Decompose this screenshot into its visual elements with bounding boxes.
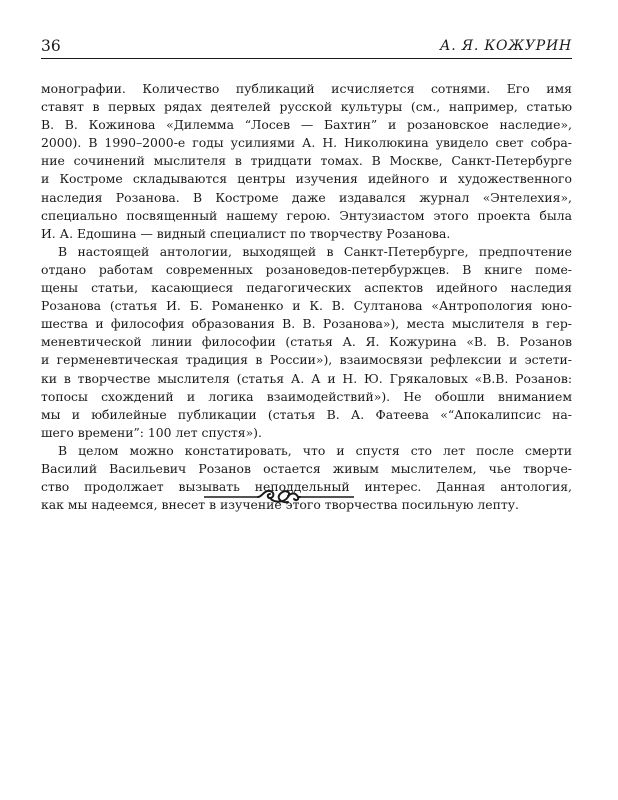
page-header — [41, 36, 572, 58]
text-line: 2000). В 1990–2000-е годы усилиями А. Н. Николюкина увидело свет собра- — [41, 135, 572, 151]
text-line: шего времени”: 100 лет спустя»). — [41, 424, 262, 440]
text-line: и герменевтическая традиция в России»), взаимосвязи рефлексии и эстети- — [41, 352, 572, 368]
text-line: отдано работам современных розановедов-петербуржцев. В книге поме- — [41, 261, 572, 277]
header-rule — [41, 58, 572, 59]
paragraph-1 — [41, 80, 572, 243]
text-line: щены статьи, касающиеся педагогических аспектов идейного наследия — [41, 280, 572, 296]
text-line: наследия Розанова. В Костроме даже издавался журнал «Энтелехия», — [41, 189, 572, 205]
text-line: В. В. Кожинова «Дилемма “Лосев — Бахтин” и розановское наследие», — [41, 117, 572, 133]
running-head: А. Я. КОЖУРИН — [439, 38, 572, 54]
text-line: мы и юбилейные публикации (статья В. А. Фатеева «“Апокалипсис на- — [41, 406, 572, 422]
text-line: как мы надеемся, внесет в изучение этого творчества посильную лепту. — [41, 497, 519, 513]
body-text — [41, 80, 572, 514]
ornament-scroll-right — [288, 493, 300, 500]
paragraph-2 — [41, 243, 572, 442]
text-line: В настоящей антологии, выходящей в Санкт-Петербурге, предпочтение — [58, 243, 572, 259]
text-line: ки в творчестве мыслителя (статья А. А и Н. Ю. Грякаловых «В.В. Розанов: — [41, 370, 572, 386]
text-line: Василий Васильевич Розанов остается живым мыслителем, чье творче- — [41, 460, 572, 476]
text-line: шества и философия образования В. В. Розанова»), места мыслителя в гер- — [41, 316, 572, 332]
text-line: ство продолжает вызывать неподдельный интерес. Данная антология, — [41, 479, 572, 495]
text-line: И. А. Едошина — видный специалист по творчеству Розанова. — [41, 225, 451, 241]
text-line: топосы схождений и логика взаимодействий»). Не обошли вниманием — [41, 388, 572, 404]
text-line: меневтической линии философии (статья А. Я. Кожурина «В. В. Розанов — [41, 334, 572, 350]
text-line: монографии. Количество публикаций исчисляется сотнями. Его имя — [41, 81, 572, 96]
ornament-scroll-left — [258, 491, 273, 498]
text-line: и Костроме складываются центры изучения идейного и художественного — [41, 171, 572, 187]
page-number: 36 — [41, 37, 61, 55]
text-line: ние сочинений мыслителя в тридцати томах. В Москве, Санкт-Петербурге — [41, 153, 572, 169]
text-line: В целом можно констатировать, что и спустя сто лет после смерти — [58, 442, 572, 458]
text-line: ставят в первых рядах деятелей русской культуры (см., например, статью — [41, 99, 572, 115]
ornamental-divider-svg — [204, 485, 354, 509]
ornamental-divider-icon — [204, 485, 354, 509]
text-line: Розанова (статья И. Б. Романенко и К. В. Султанова «Антропология юно- — [41, 298, 572, 314]
text-line: специально посвященный нашему герою. Энтузиастом этого проекта была — [41, 207, 572, 223]
